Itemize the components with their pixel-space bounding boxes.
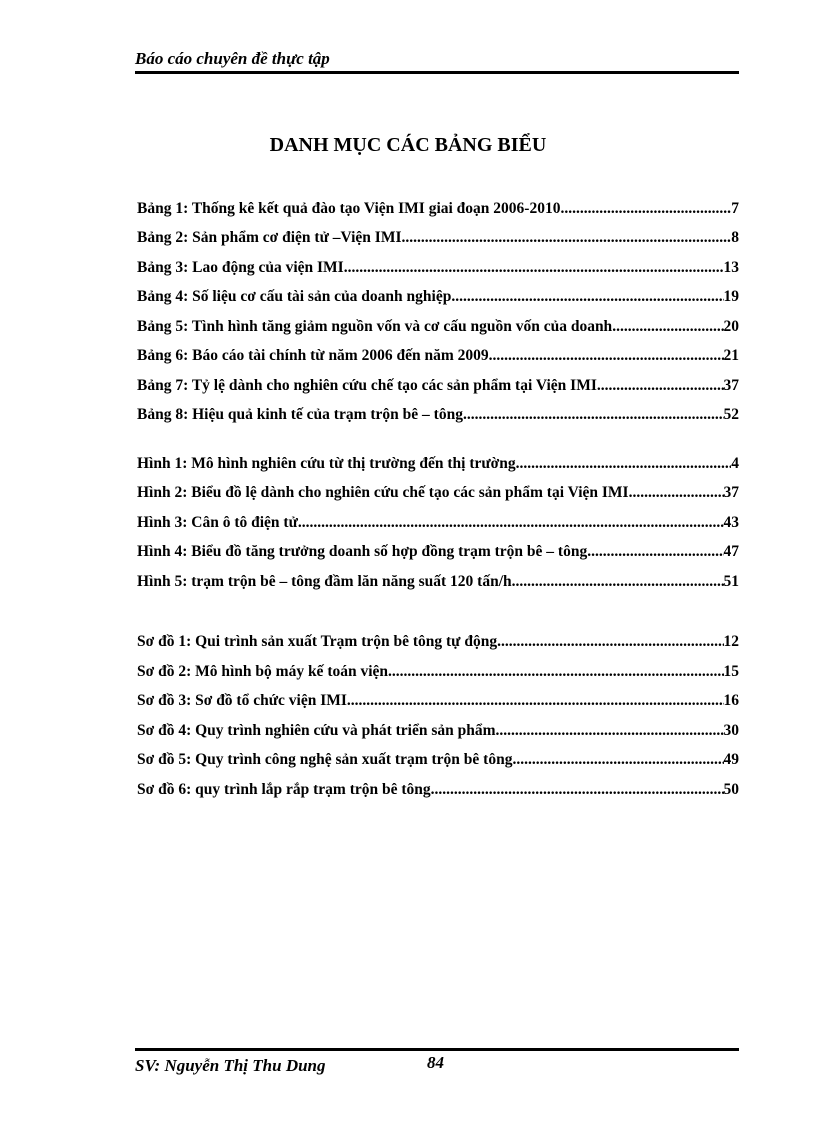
toc-entry-table-4[interactable] <box>137 288 739 310</box>
toc-entry-page: 20 <box>723 318 739 335</box>
toc-entry-label: Sơ đồ 4: Quy trình nghiên cứu và phát triển sản phẩm <box>137 722 496 739</box>
toc-entry-table-1[interactable] <box>137 200 739 222</box>
toc-entry-page: 52 <box>723 406 739 423</box>
toc-leader <box>489 347 724 365</box>
toc-leader <box>347 692 724 710</box>
toc-leader <box>512 573 724 591</box>
toc-entry-page: 12 <box>723 633 739 650</box>
toc-entry-table-7[interactable] <box>137 377 739 399</box>
toc-entry-label: Bảng 2: Sản phẩm cơ điện tử –Viện IMI <box>137 229 402 246</box>
toc-entry-figure-2[interactable] <box>137 484 739 506</box>
toc-entry-diagram-5[interactable] <box>137 751 739 773</box>
toc-entry-diagram-4[interactable] <box>137 722 739 744</box>
toc-entry-page: 50 <box>723 781 739 798</box>
toc-entry-diagram-3[interactable] <box>137 692 739 714</box>
toc-leader <box>597 377 724 395</box>
toc-entry-label: Bảng 6: Báo cáo tài chính từ năm 2006 đến năm 2009 <box>137 347 489 364</box>
toc-entry-page: 4 <box>731 455 739 472</box>
footer-author: SV: Nguyễn Thị Thu Dung <box>135 1056 326 1075</box>
toc-entry-table-3[interactable] <box>137 259 739 281</box>
toc-entry-figure-1[interactable] <box>137 455 739 477</box>
toc-leader <box>612 318 723 336</box>
toc-entry-table-2[interactable] <box>137 229 739 251</box>
toc-leader <box>401 229 731 247</box>
toc-entry-label: Bảng 7: Tỷ lệ dành cho nghiên cứu chế tạo các sản phẩm tại Viện IMI <box>137 377 597 394</box>
toc-entry-page: 8 <box>731 229 739 246</box>
toc-entry-page: 49 <box>723 751 739 768</box>
toc-entry-page: 16 <box>723 692 739 709</box>
toc-entry-label: Bảng 4: Số liệu cơ cấu tài sản của doanh nghiệp <box>137 288 452 305</box>
toc-entry-label: Sơ đồ 2: Mô hình bộ máy kế toán viện <box>137 663 389 680</box>
toc-entry-table-8[interactable] <box>137 406 739 428</box>
toc-leader <box>587 543 723 561</box>
toc-entry-label: Bảng 1: Thống kê kết quả đào tạo Viện IMI giai đoạn 2006-2010 <box>137 200 561 217</box>
header-title: Báo cáo chuyên đề thực tập <box>135 49 330 68</box>
toc-leader <box>512 751 723 769</box>
toc-entry-page: 13 <box>723 259 739 276</box>
page-number: 84 <box>427 1053 444 1072</box>
header-rule <box>135 71 739 74</box>
toc-leader <box>298 514 724 532</box>
page-title: DANH MỤC CÁC BẢNG BIỂU <box>269 134 547 156</box>
toc-entry-figure-3[interactable] <box>137 514 739 536</box>
footer-rule <box>135 1048 739 1051</box>
toc-entry-page: 43 <box>723 514 739 531</box>
toc-entry-page: 37 <box>723 377 739 394</box>
toc-entry-diagram-1[interactable] <box>137 633 739 655</box>
page-footer <box>135 1048 739 1088</box>
toc-entry-label: Bảng 3: Lao động của viện IMI <box>137 259 344 276</box>
toc-leader <box>516 455 732 473</box>
toc-leader <box>496 722 724 740</box>
toc-entry-label: Sơ đồ 1: Qui trình sản xuất Trạm trộn bê tông tự động <box>137 633 498 650</box>
toc-entry-label: Hình 1: Mô hình nghiên cứu từ thị trường đến thị trường <box>137 455 516 472</box>
toc-leader <box>560 200 731 218</box>
toc-entry-label: Sơ đồ 3: Sơ đồ tổ chức viện IMI <box>137 692 347 709</box>
toc-leader <box>629 484 724 502</box>
toc-entry-diagram-6[interactable] <box>137 781 739 803</box>
toc-entry-label: Sơ đồ 5: Quy trình công nghệ sản xuất trạm trộn bê tông <box>137 751 513 768</box>
toc-entry-page: 47 <box>723 543 739 560</box>
toc-leader <box>497 633 723 651</box>
toc-entry-label: Sơ đồ 6: quy trình lắp rắp trạm trộn bê tông <box>137 781 431 798</box>
toc-entry-page: 37 <box>723 484 739 501</box>
toc-leader <box>463 406 724 424</box>
toc-entry-figure-4[interactable] <box>137 543 739 565</box>
toc-entry-page: 21 <box>723 347 739 364</box>
toc-leader <box>431 781 724 799</box>
toc-entry-page: 15 <box>723 663 739 680</box>
toc-entry-label: Hình 4: Biểu đồ tăng trưởng doanh số hợp đồng trạm trộn bê – tông <box>137 543 588 560</box>
toc-leader <box>344 259 724 277</box>
toc-leader <box>388 663 723 681</box>
toc-entry-page: 30 <box>723 722 739 739</box>
toc-entry-page: 7 <box>731 200 739 217</box>
toc-entry-table-5[interactable] <box>137 318 739 340</box>
toc-entry-label: Hình 2: Biểu đồ lệ dành cho nghiên cứu chế tạo các sản phẩm tại Viện IMI <box>137 484 629 501</box>
toc-leader <box>451 288 723 306</box>
toc-entry-label: Hình 5: trạm trộn bê – tông đầm lăn năng suất 120 tấn/h <box>137 573 512 590</box>
toc-entry-label: Hình 3: Cân ô tô điện tử <box>137 514 298 531</box>
toc-entry-label: Bảng 5: Tình hình tăng giảm nguồn vốn và cơ cấu nguồn vốn của doanh <box>137 318 613 335</box>
toc-entry-page: 51 <box>723 573 739 590</box>
page-header <box>135 49 739 69</box>
toc-entry-diagram-2[interactable] <box>137 663 739 685</box>
toc-entry-page: 19 <box>723 288 739 305</box>
toc-entry-table-6[interactable] <box>137 347 739 369</box>
toc-entry-label: Bảng 8: Hiệu quả kinh tế của trạm trộn bê – tông <box>137 406 463 423</box>
toc-entry-figure-5[interactable] <box>137 573 739 595</box>
